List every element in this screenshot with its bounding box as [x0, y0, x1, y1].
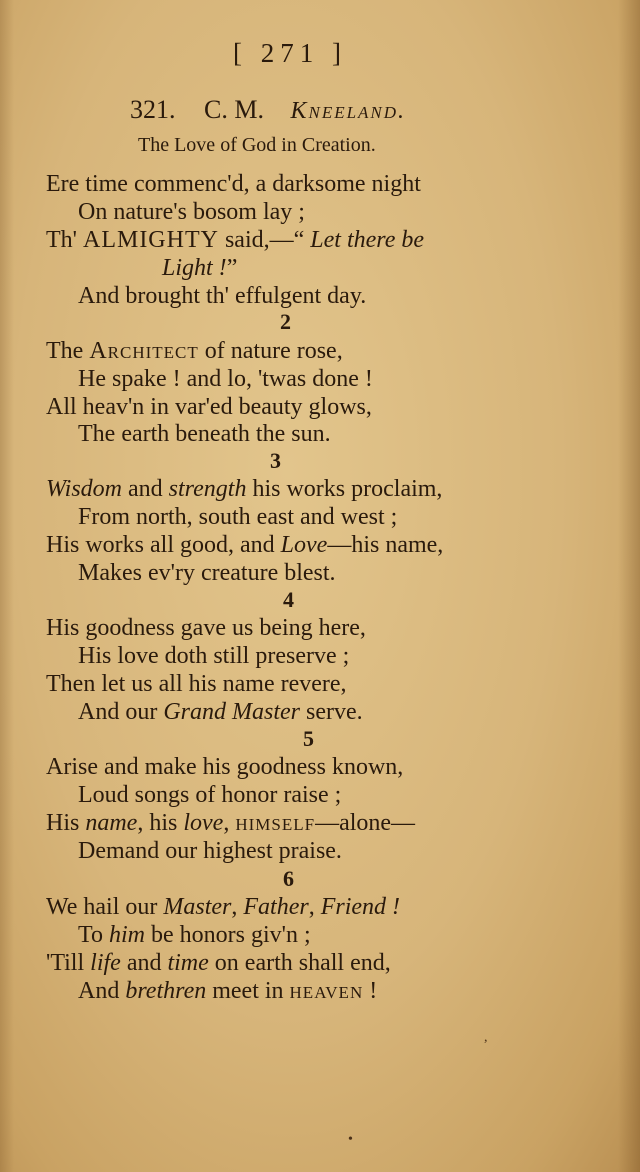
verse-line: His name, his love, himself—alone— — [46, 810, 416, 836]
verse-line: The earth beneath the sun. — [78, 421, 331, 447]
stanza-number: 3 — [270, 448, 281, 473]
verse-line: Demand our highest praise. — [78, 838, 342, 864]
verse-line: Then let us all his name revere, — [46, 671, 347, 697]
verse-line: Th' ALMIGHTY said,—“ Let there be — [46, 227, 425, 253]
verse-line: And brethren meet in heaven ! — [78, 978, 378, 1004]
verse-line: His goodness gave us being here, — [46, 615, 366, 641]
verse-line: He spake ! and lo, 'twas done ! — [78, 366, 373, 392]
verse-line: Arise and make his goodness known, — [46, 754, 404, 780]
stanza-number: 6 — [283, 866, 294, 891]
stanza-number: 5 — [303, 726, 314, 751]
verse-line: Loud songs of honor raise ; — [78, 782, 342, 808]
ink-speck: • — [348, 1132, 353, 1147]
hymn-heading — [130, 95, 406, 125]
verse-line: Wisdom and strength his works proclaim, — [46, 476, 443, 502]
verse-line: His love doth still preserve ; — [78, 643, 350, 669]
stanza-number: 4 — [283, 587, 294, 612]
verse-line: Ere time commenc'd, a darksome night — [46, 171, 421, 197]
verse-line: Makes ev'ry creature blest. — [78, 560, 336, 586]
verse-line: And our Grand Master serve. — [78, 699, 363, 725]
verse-line: Light !” — [162, 255, 238, 281]
hymn-meter: C. M. — [204, 95, 264, 124]
gutter-shadow — [0, 0, 14, 1172]
verse-line: To him be honors giv'n ; — [78, 922, 311, 948]
verse-line: And brought th' effulgent day. — [78, 283, 367, 309]
hymn-composer: Kneeland. — [290, 98, 407, 124]
verse-line: The Architect of nature rose, — [46, 338, 343, 364]
page-edge-shadow — [618, 0, 640, 1172]
stanza-number: 2 — [280, 309, 291, 334]
hymn-number: 321. — [130, 95, 176, 124]
page-number: [ 271 ] — [233, 38, 347, 68]
verse-line: On nature's bosom lay ; — [78, 199, 305, 225]
verse-line: We hail our Master, Father, Friend ! — [46, 894, 401, 920]
verse-line: 'Till life and time on earth shall end, — [46, 950, 391, 976]
verse-line: All heav'n in var'ed beauty glows, — [46, 394, 372, 420]
verse-line: His works all good, and Love—his name, — [46, 532, 444, 558]
ink-speck: , — [484, 1030, 488, 1045]
hymn-title: The Love of God in Creation. — [138, 134, 376, 156]
verse-line: From north, south east and west ; — [78, 504, 398, 530]
